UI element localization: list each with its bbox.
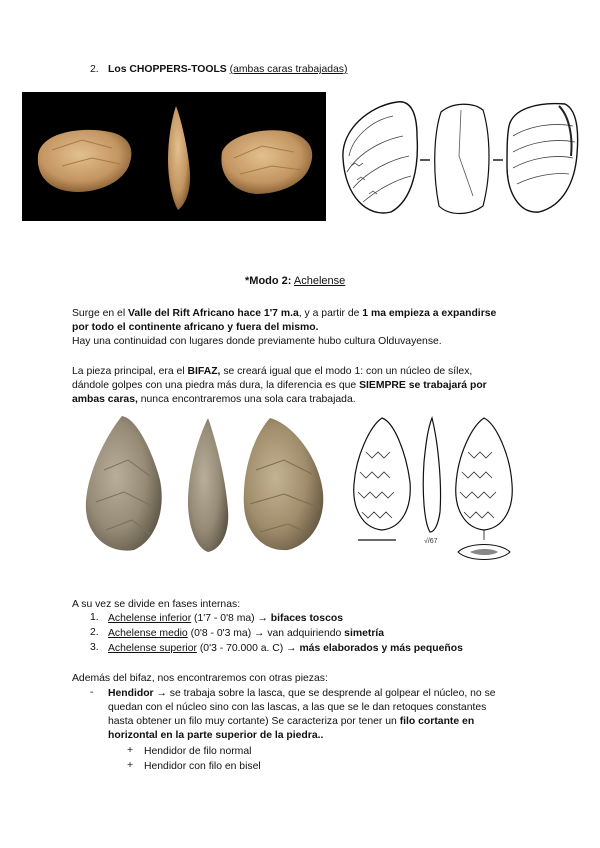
chopper-drawing-svg [333, 96, 581, 218]
phase-3 [108, 642, 463, 655]
phase-2-range: (0'8 - 0'3 ma) → van adquiriendo [187, 628, 345, 639]
sub-2-text: Hendidor con filo en bisel [144, 761, 261, 772]
hendidor-line2: quedan con el núcleo sino con las lascas, a las que se le dan retoques constantes [108, 702, 487, 713]
hendidor-bullet: - [90, 687, 94, 698]
other-intro: Además del bifaz, nos encontraremos con otras piezas: [72, 673, 328, 684]
chopper-drawing [333, 96, 581, 218]
hendidor-text-3b: filo cortante en [399, 716, 475, 727]
section-title [108, 64, 347, 75]
phase-1 [108, 612, 343, 625]
hendidor-text-1: → se trabaja sobre la lasca, que se desprende al golpear el núcleo, no se [153, 688, 496, 699]
hendidor-term: Hendidor [108, 688, 154, 699]
para1-text-e: por todo el continente africano y fuera del mismo. [72, 322, 319, 333]
para2-text-e: SIEMPRE se trabajará por [359, 380, 487, 391]
para2-text-f: ambas caras, [72, 394, 138, 405]
modo-heading [245, 275, 345, 287]
phase-2-desc: simetría [344, 628, 385, 639]
para1-line3: Hay una continuidad con lugares donde previamente hubo cultura Olduvayense. [72, 336, 442, 347]
para1-line2 [72, 321, 319, 334]
chopper-photo [22, 92, 326, 221]
hendidor-line1 [108, 687, 496, 700]
hendidor-line4 [108, 729, 323, 742]
para2-text-c: se creará igual que el modo 1: con un núcleo de sílex, [220, 366, 473, 377]
para2-text-a: La pieza principal, era el [72, 366, 188, 377]
para2-text-b: BIFAZ, [187, 366, 221, 377]
para1-text-b: Valle del Rift Africano hace 1'7 m.a [128, 308, 299, 319]
modo-name: Achelense [293, 275, 346, 287]
phase-3-name: Achelense superior [108, 643, 197, 654]
chopper-photo-svg [22, 92, 326, 221]
para1-text-d: 1 ma empieza a expandirse [362, 308, 497, 319]
phase-3-desc: más elaborados y más pequeños [299, 643, 463, 654]
para2-line1 [72, 365, 472, 378]
sub-1-text: Hendidor de filo normal [144, 746, 252, 757]
biface-drawing [346, 412, 520, 566]
para1-text-a: Surge en el [72, 308, 129, 319]
para2-text-g: nunca encontraremos una sola cara trabajada. [137, 394, 356, 405]
sub-2-mark: + [127, 760, 134, 771]
section-subtitle: (ambas caras trabajadas) [229, 64, 348, 75]
para2-line2 [72, 379, 487, 392]
modo-prefix: *Modo 2: [245, 275, 292, 287]
phase-1-name: Achelense inferior [108, 613, 192, 624]
para1-text-c: , y a partir de [298, 308, 363, 319]
phase-2-number: 2. [90, 627, 99, 638]
biface-photo-svg [80, 410, 340, 555]
para2-line3 [72, 393, 356, 406]
phase-1-desc: bifaces toscos [270, 613, 343, 624]
phases-intro: A su vez se divide en fases internas: [72, 599, 241, 610]
hendidor-line3 [108, 715, 474, 728]
drawing-note: √/67 [424, 538, 438, 545]
sub-1-mark: + [127, 745, 134, 756]
hendidor-text-4: horizontal en la parte superior de la piedra.. [108, 730, 324, 741]
hendidor-text-3a: hasta obtener un filo muy cortante) Se caracteriza por tener un [108, 716, 400, 727]
phase-2 [108, 627, 384, 640]
phase-1-range: (1'7 - 0'8 ma) → [191, 613, 271, 624]
section-title-bold: Los CHOPPERS-TOOLS [108, 64, 227, 75]
para2-text-d: dándole golpes con una piedra más dura, la diferencia es que [72, 380, 360, 391]
phase-3-number: 3. [90, 642, 99, 653]
phase-1-number: 1. [90, 612, 99, 623]
biface-photo [80, 410, 340, 555]
para1-line1 [72, 307, 496, 320]
section-number: 2. [90, 64, 99, 75]
phase-3-range: (0'3 - 70.000 a. C) → [196, 643, 300, 654]
phase-2-name: Achelense medio [108, 628, 188, 639]
